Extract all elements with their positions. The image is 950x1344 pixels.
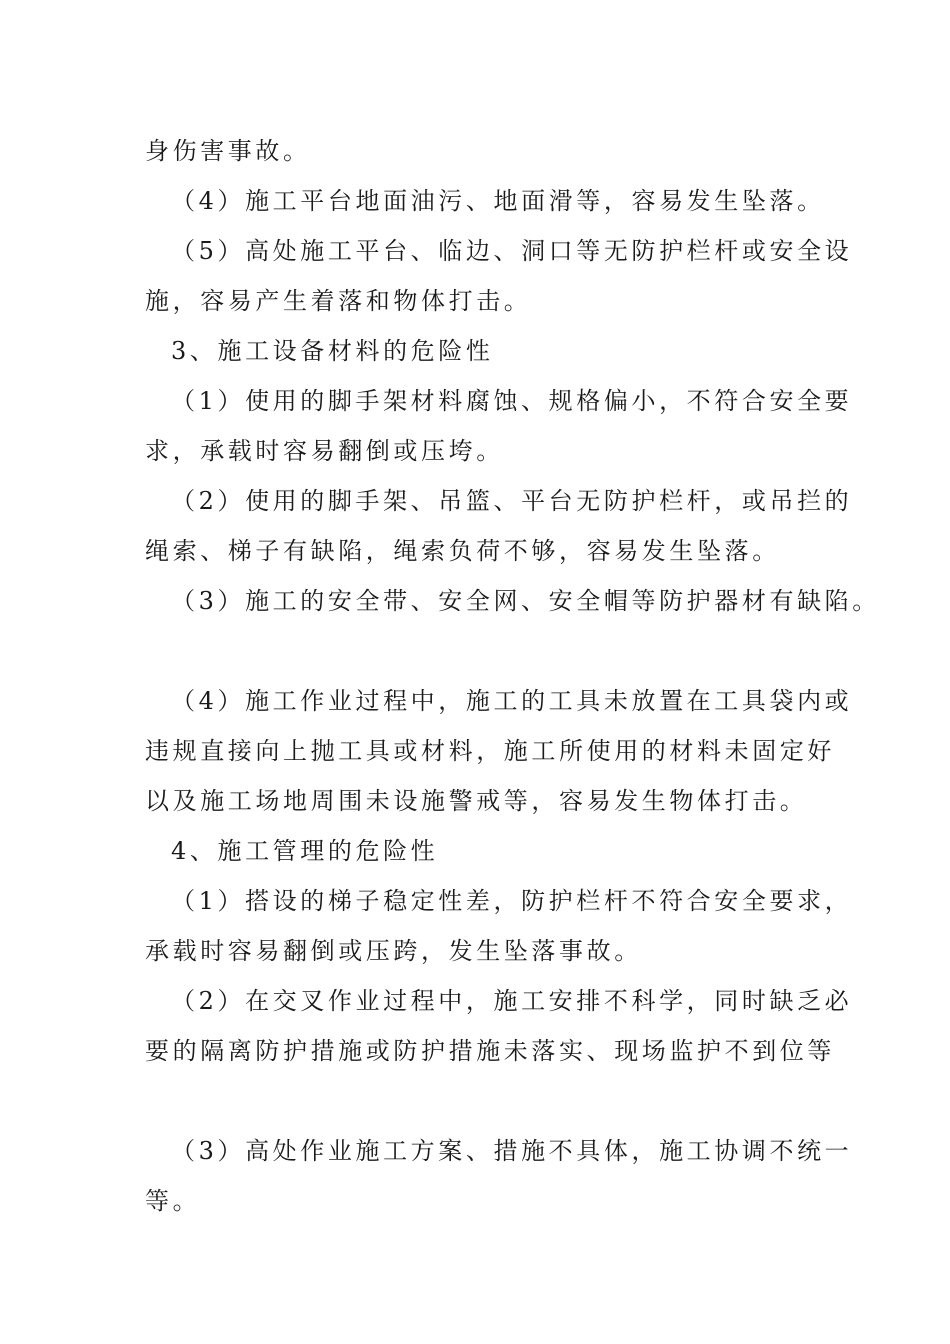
text-line: 承载时容易翻倒或压跨，发生坠落事故。 bbox=[145, 937, 642, 965]
text-line: （3）施工的安全带、安全网、安全帽等防护器材有缺陷。 bbox=[171, 587, 880, 615]
text-line: 要的隔离防护措施或防护措施未落实、现场监护不到位等 bbox=[145, 1037, 835, 1065]
section-heading: 4、施工管理的危险性 bbox=[171, 837, 439, 865]
text-line: （5）高处施工平台、临边、洞口等无防护栏杆或安全设 bbox=[171, 237, 853, 265]
text-line: （2）在交叉作业过程中，施工安排不科学，同时缺乏必 bbox=[171, 987, 853, 1015]
text-line: （4）施工作业过程中，施工的工具未放置在工具袋内或 bbox=[171, 687, 853, 715]
text-line: （1）使用的脚手架材料腐蚀、规格偏小，不符合安全要 bbox=[171, 387, 853, 415]
text-line: （2）使用的脚手架、吊篮、平台无防护栏杆，或吊拦的 bbox=[171, 487, 853, 515]
text-line: 违规直接向上抛工具或材料，施工所使用的材料未固定好 bbox=[145, 737, 835, 765]
text-line: 身伤害事故。 bbox=[145, 137, 311, 165]
text-line: （3）高处作业施工方案、措施不具体，施工协调不统一 bbox=[171, 1137, 853, 1165]
section-heading: 3、施工设备材料的危险性 bbox=[171, 337, 494, 365]
text-line: 以及施工场地周围未设施警戒等，容易发生物体打击。 bbox=[145, 787, 808, 815]
text-line: 求，承载时容易翻倒或压垮。 bbox=[145, 437, 504, 465]
text-line: 等。 bbox=[145, 1187, 201, 1215]
text-line: 绳索、梯子有缺陷，绳索负荷不够，容易发生坠落。 bbox=[145, 537, 780, 565]
text-line: （1）搭设的梯子稳定性差，防护栏杆不符合安全要求， bbox=[171, 887, 853, 915]
text-line: （4）施工平台地面油污、地面滑等，容易发生坠落。 bbox=[171, 187, 825, 215]
text-line: 施，容易产生着落和物体打击。 bbox=[145, 287, 532, 315]
